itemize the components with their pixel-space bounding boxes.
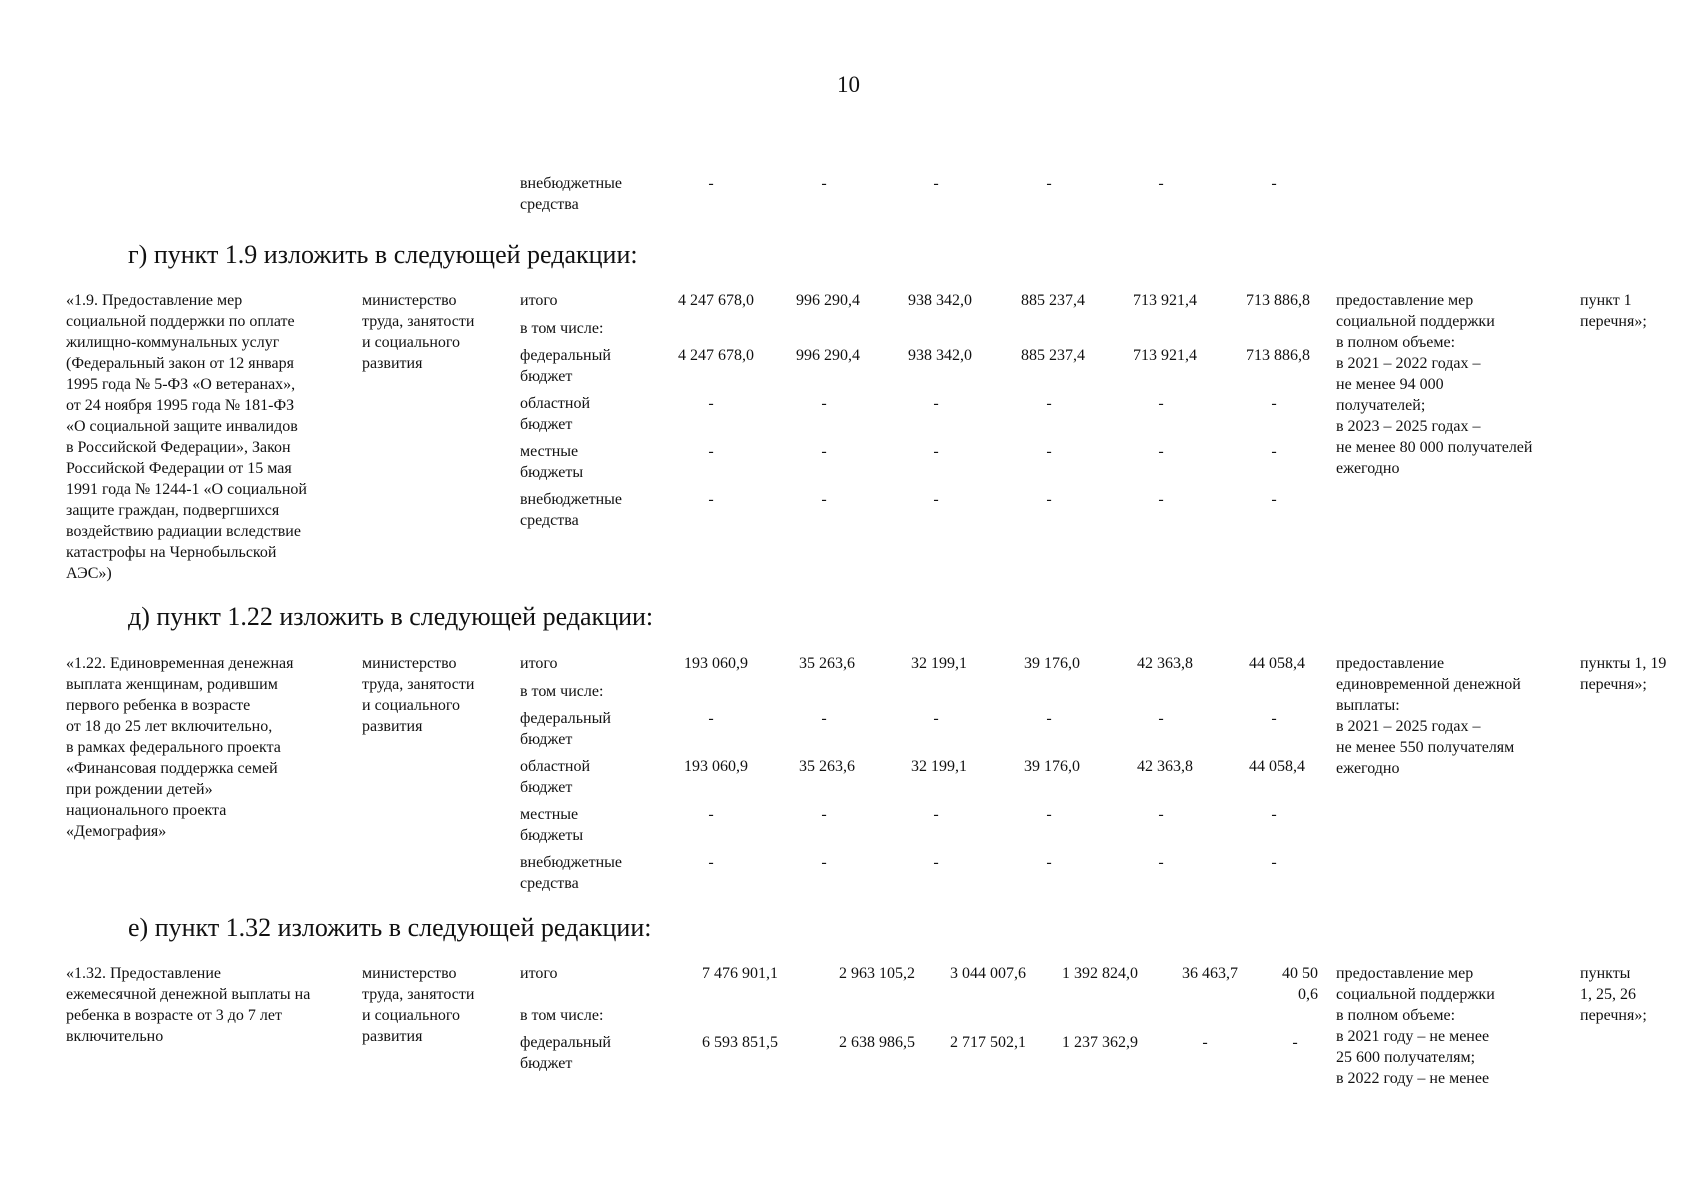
value-total: 40 50 0,6 bbox=[1282, 965, 1318, 1003]
value-dash: - bbox=[1271, 854, 1277, 871]
section-heading: д) пункт 1.22 изложить в следующей редакции: bbox=[128, 602, 654, 631]
value-dash: - bbox=[821, 395, 827, 412]
value-dash: - bbox=[821, 443, 827, 460]
measure-name: «1.22. Единовременная денежная выплата женщинам, родившим первого ребенка в возрасте от 18 до 25 лет включительно, в рамках федерального проекта «Финансовая поддержка семей при рождении детей» национального проекта «Демография» bbox=[66, 655, 294, 840]
value-2022: 35 263,6 bbox=[799, 655, 855, 672]
value-dash: - bbox=[1271, 806, 1277, 823]
top-fragment-dash: - bbox=[1271, 175, 1277, 192]
value-2021: 4 247 678,0 bbox=[678, 292, 754, 309]
value-2021: 193 060,9 bbox=[684, 758, 748, 775]
value-2024: 39 176,0 bbox=[1024, 655, 1080, 672]
value-dash: - bbox=[1158, 710, 1164, 727]
funding-source: в том числе: bbox=[520, 320, 604, 337]
value-2025: 42 363,8 bbox=[1137, 758, 1193, 775]
top-fragment-dash: - bbox=[821, 175, 827, 192]
expected-result: предоставление мер социальной поддержки в полном объеме: в 2021 – 2022 годах – не менее 94 000 получателей; в 2023 – 2025 годах – не менее 80 000 получателей ежегодно bbox=[1336, 292, 1533, 477]
executor: министерство труда, занятости и социального развития bbox=[362, 292, 475, 372]
value-dash: - bbox=[821, 491, 827, 508]
funding-source: областной бюджет bbox=[520, 758, 591, 796]
value-dash: - bbox=[1158, 443, 1164, 460]
value-2023: 32 199,1 bbox=[911, 758, 967, 775]
measure-name: «1.9. Предоставление мер социальной поддержки по оплате жилищно-коммунальных услуг (Федеральный закон от 12 января 1995 года № 5-ФЗ «О ветеранах», от 24 ноября 1995 года № 181-ФЗ «О социальной защите инвалидов в Российской Федерации», Закон Российской Федерации от 15 мая 1991 года № 1244-1 «О социальной защите граждан, подвергшихся воздействию радиации вследствие катастрофы на Чернобыльской АЭС») bbox=[66, 292, 307, 582]
measure-name: «1.32. Предоставление ежемесячной денежной выплаты на ребенка в возрасте от 3 до 7 лет включительно bbox=[66, 965, 311, 1045]
section-heading: е) пункт 1.32 изложить в следующей редакции: bbox=[128, 913, 652, 942]
value-2023: 2 717 502,1 bbox=[950, 1034, 1026, 1051]
value-2022: 35 263,6 bbox=[799, 758, 855, 775]
value-dash: - bbox=[821, 710, 827, 727]
value-dash: - bbox=[708, 854, 714, 871]
value-dash: - bbox=[933, 710, 939, 727]
top-fragment-dash: - bbox=[708, 175, 714, 192]
top-fragment-dash: - bbox=[1158, 175, 1164, 192]
value-total: 44 058,4 bbox=[1249, 655, 1305, 672]
value-2022: 2 963 105,2 bbox=[839, 965, 915, 982]
value-dash: - bbox=[933, 395, 939, 412]
value-dash: - bbox=[933, 443, 939, 460]
value-total: 44 058,4 bbox=[1249, 758, 1305, 775]
top-fragment-source-label: внебюджетные средства bbox=[520, 175, 622, 213]
value-2024: 1 392 824,0 bbox=[1062, 965, 1138, 982]
value-2021: 7 476 901,1 bbox=[702, 965, 778, 982]
value-total: 713 886,8 bbox=[1246, 292, 1310, 309]
value-dash: - bbox=[708, 395, 714, 412]
value-2023: 32 199,1 bbox=[911, 655, 967, 672]
value-2023: 3 044 007,6 bbox=[950, 965, 1026, 982]
reference: пункт 1 перечня»; bbox=[1580, 292, 1647, 330]
value-dash: - bbox=[1158, 395, 1164, 412]
section-heading: г) пункт 1.9 изложить в следующей редакции: bbox=[128, 240, 638, 269]
value-2024: 885 237,4 bbox=[1021, 347, 1085, 364]
value-dash: - bbox=[1158, 491, 1164, 508]
funding-source: федеральный бюджет bbox=[520, 347, 611, 385]
top-fragment-dash: - bbox=[933, 175, 939, 192]
value-2025: 713 921,4 bbox=[1133, 292, 1197, 309]
value-2023: 938 342,0 bbox=[908, 347, 972, 364]
value-dash: - bbox=[933, 491, 939, 508]
value-dash: - bbox=[1046, 710, 1052, 727]
expected-result: предоставление мер социальной поддержки в полном объеме: в 2021 году – не менее 25 600 получателям; в 2022 году – не менее bbox=[1336, 965, 1495, 1087]
value-2025: 36 463,7 bbox=[1182, 965, 1238, 982]
value-2021: 6 593 851,5 bbox=[702, 1034, 778, 1051]
value-dash: - bbox=[1046, 443, 1052, 460]
value-2022: 996 290,4 bbox=[796, 292, 860, 309]
value-dash: - bbox=[821, 806, 827, 823]
funding-source: в том числе: bbox=[520, 1007, 604, 1024]
value-2022: 2 638 986,5 bbox=[839, 1034, 915, 1051]
value-dash: - bbox=[1158, 806, 1164, 823]
value-dash: - bbox=[708, 710, 714, 727]
reference: пункты 1, 25, 26 перечня»; bbox=[1580, 965, 1647, 1024]
value-dash: - bbox=[1158, 854, 1164, 871]
funding-source: федеральный бюджет bbox=[520, 1034, 611, 1072]
funding-source: итого bbox=[520, 965, 558, 982]
value-2021: 4 247 678,0 bbox=[678, 347, 754, 364]
value-dash: - bbox=[1046, 854, 1052, 871]
value-total: 713 886,8 bbox=[1246, 347, 1310, 364]
funding-source: в том числе: bbox=[520, 683, 604, 700]
funding-source: областной бюджет bbox=[520, 395, 591, 433]
value-2021: 193 060,9 bbox=[684, 655, 748, 672]
value-dash: - bbox=[1046, 806, 1052, 823]
value-dash: - bbox=[1271, 710, 1277, 727]
funding-source: внебюджетные средства bbox=[520, 854, 622, 892]
funding-source: итого bbox=[520, 292, 558, 309]
value-dash: - bbox=[708, 806, 714, 823]
value-dash: - bbox=[1046, 491, 1052, 508]
value-dash: - bbox=[933, 806, 939, 823]
value-2024: 1 237 362,9 bbox=[1062, 1034, 1138, 1051]
value-dash: - bbox=[1292, 1034, 1298, 1051]
expected-result: предоставление единовременной денежной выплаты: в 2021 – 2025 годах – не менее 550 получателям ежегодно bbox=[1336, 655, 1521, 777]
executor: министерство труда, занятости и социального развития bbox=[362, 965, 475, 1045]
executor: министерство труда, занятости и социального развития bbox=[362, 655, 475, 735]
value-dash: - bbox=[1271, 443, 1277, 460]
value-dash: - bbox=[708, 491, 714, 508]
funding-source: итого bbox=[520, 655, 558, 672]
value-2023: 938 342,0 bbox=[908, 292, 972, 309]
value-2022: 996 290,4 bbox=[796, 347, 860, 364]
funding-source: федеральный бюджет bbox=[520, 710, 611, 748]
funding-source: местные бюджеты bbox=[520, 443, 584, 481]
value-2024: 39 176,0 bbox=[1024, 758, 1080, 775]
page-number: 10 bbox=[837, 72, 860, 97]
value-dash: - bbox=[1271, 395, 1277, 412]
value-2025: 713 921,4 bbox=[1133, 347, 1197, 364]
value-dash: - bbox=[821, 854, 827, 871]
funding-source: местные бюджеты bbox=[520, 806, 584, 844]
reference: пункты 1, 19 перечня»; bbox=[1580, 655, 1667, 693]
value-dash: - bbox=[708, 443, 714, 460]
value-dash: - bbox=[1202, 1034, 1208, 1051]
value-dash: - bbox=[1271, 491, 1277, 508]
funding-source: внебюджетные средства bbox=[520, 491, 622, 529]
top-fragment-dash: - bbox=[1046, 175, 1052, 192]
value-dash: - bbox=[1046, 395, 1052, 412]
value-2024: 885 237,4 bbox=[1021, 292, 1085, 309]
value-dash: - bbox=[933, 854, 939, 871]
value-2025: 42 363,8 bbox=[1137, 655, 1193, 672]
